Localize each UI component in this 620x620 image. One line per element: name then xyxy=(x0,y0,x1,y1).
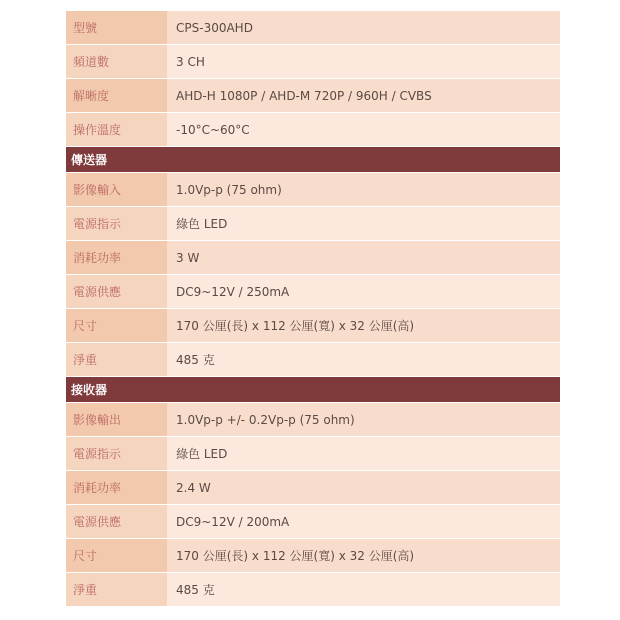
spec-row-video-input xyxy=(66,173,560,207)
spec-value: 1.0Vp-p +/- 0.2Vp-p (75 ohm) xyxy=(167,403,560,437)
section-header-receiver xyxy=(66,377,560,403)
spec-value: 3 CH xyxy=(167,45,560,79)
spec-label: 電源指示 xyxy=(66,207,167,241)
spec-label: 尺寸 xyxy=(66,309,167,343)
spec-value: 170 公厘(長) x 112 公厘(寬) x 32 公厘(高) xyxy=(167,309,560,343)
spec-row-power-indicator xyxy=(66,207,560,241)
spec-value: 綠色 LED xyxy=(167,207,560,241)
section-header-transmitter xyxy=(66,147,560,173)
spec-label: 電源供應 xyxy=(66,505,167,539)
spec-value: 170 公厘(長) x 112 公厘(寬) x 32 公厘(高) xyxy=(167,539,560,573)
spec-table xyxy=(66,11,560,607)
spec-row-temperature xyxy=(66,113,560,147)
spec-label: 型號 xyxy=(66,11,167,45)
spec-label: 電源供應 xyxy=(66,275,167,309)
spec-label: 消耗功率 xyxy=(66,241,167,275)
spec-value: 485 克 xyxy=(167,573,560,607)
spec-value: AHD-H 1080P / AHD-M 720P / 960H / CVBS xyxy=(167,79,560,113)
spec-value: 綠色 LED xyxy=(167,437,560,471)
spec-label: 淨重 xyxy=(66,343,167,377)
spec-row-dimensions xyxy=(66,539,560,573)
spec-label: 影像輸入 xyxy=(66,173,167,207)
spec-value: 2.4 W xyxy=(167,471,560,505)
spec-row-net-weight xyxy=(66,343,560,377)
spec-row-power-consumption xyxy=(66,241,560,275)
spec-value: DC9~12V / 200mA xyxy=(167,505,560,539)
spec-value: -10°C~60°C xyxy=(167,113,560,147)
spec-row-power-supply xyxy=(66,505,560,539)
spec-label: 消耗功率 xyxy=(66,471,167,505)
spec-row-model xyxy=(66,11,560,45)
spec-row-power-indicator xyxy=(66,437,560,471)
spec-row-power-consumption xyxy=(66,471,560,505)
spec-label: 解晰度 xyxy=(66,79,167,113)
spec-row-video-output xyxy=(66,403,560,437)
spec-row-dimensions xyxy=(66,309,560,343)
spec-value: 485 克 xyxy=(167,343,560,377)
spec-value: CPS-300AHD xyxy=(167,11,560,45)
spec-label: 操作溫度 xyxy=(66,113,167,147)
spec-row-resolution xyxy=(66,79,560,113)
section-title: 接收器 xyxy=(66,377,560,403)
spec-value: DC9~12V / 250mA xyxy=(167,275,560,309)
spec-row-net-weight xyxy=(66,573,560,607)
spec-label: 影像輸出 xyxy=(66,403,167,437)
spec-row-channels xyxy=(66,45,560,79)
spec-label: 頻道數 xyxy=(66,45,167,79)
spec-label: 電源指示 xyxy=(66,437,167,471)
spec-value: 1.0Vp-p (75 ohm) xyxy=(167,173,560,207)
spec-row-power-supply xyxy=(66,275,560,309)
spec-value: 3 W xyxy=(167,241,560,275)
section-title: 傳送器 xyxy=(66,147,560,173)
spec-label: 尺寸 xyxy=(66,539,167,573)
spec-label: 淨重 xyxy=(66,573,167,607)
